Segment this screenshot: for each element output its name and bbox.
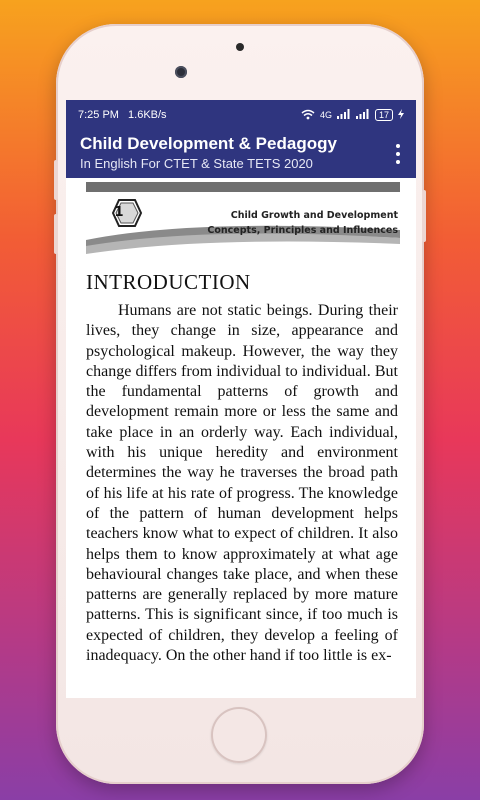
chapter-title-line-1: Child Growth and Development — [230, 210, 398, 221]
chapter-title-line-2: Concepts, Principles and Influences — [207, 225, 398, 236]
status-bar — [66, 100, 416, 130]
signal-icon-2 — [356, 109, 370, 121]
chapter-header — [86, 182, 400, 254]
section-heading: INTRODUCTION — [86, 270, 251, 294]
phone-screen — [66, 100, 416, 698]
battery-icon: 17 — [375, 109, 393, 121]
app-subtitle: In English For CTET & State TETS 2020 — [80, 156, 313, 171]
chapter-number: 1 — [114, 205, 124, 220]
power-button — [422, 190, 426, 242]
body-paragraph: Humans are not static beings. During their lives, they change in size, appearance and psychological makeup. However, the way they change differs from individual to individual. But the fundamental patterns of growth and development remain more or less the same and take place in an orderly way. Each individual, with his unique heredity and environment determines the way he traverses the broad path of his life at his rate of progress. The knowledge of the pattern of human development helps teachers know what to expect of children. It also helps them to know approximately at what age behavioural changes take place, and when these patterns are generally replaced by more mature patterns. This is significant since, if too much is expected of children, they develop a feeling of inadequacy. On the other hand if too little is ex- — [86, 302, 398, 665]
volume-button-2 — [54, 214, 58, 254]
network-type: 4G — [319, 110, 332, 120]
volume-button — [54, 160, 58, 200]
wifi-icon — [301, 109, 315, 122]
book-page — [66, 182, 416, 681]
signal-icon — [337, 109, 351, 121]
app-bar — [66, 130, 416, 178]
app-title: Child Development & Pedagogy — [80, 134, 337, 153]
front-camera — [175, 66, 187, 78]
status-speed: 1.6KB/s — [128, 109, 167, 121]
status-time: 7:25 PM — [78, 109, 119, 121]
status-left — [78, 109, 173, 121]
charging-icon — [398, 109, 404, 121]
more-vert-icon[interactable] — [392, 142, 404, 166]
chapter-title — [207, 208, 398, 238]
earpiece-speaker — [236, 43, 244, 51]
status-icons — [301, 109, 404, 122]
home-button[interactable] — [211, 707, 267, 763]
